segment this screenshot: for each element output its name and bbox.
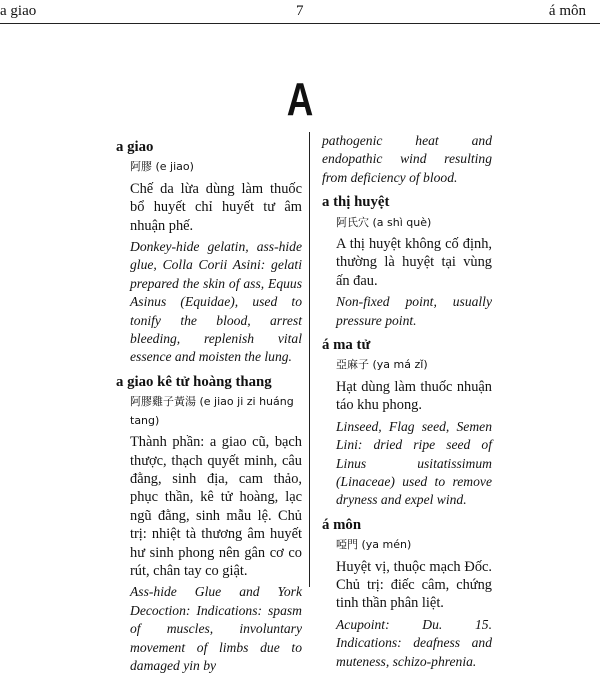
vietnamese-definition: Huyệt vị, thuộc mạch Đốc. Chủ trị: điếc câm, chứng tinh thần phân liệt.	[336, 558, 492, 612]
english-definition: Acupoint: Du. 15. Indications: deafness and muteness, schizo-phrenia.	[336, 616, 492, 669]
headword: a giao	[116, 139, 154, 155]
english-definition: Donkey-hide gelatin, ass-hide glue, Colla Corii Asini: gelati prepared the skin of ass, Equus Asinus (Equidae), used to tonify the blood, arrest bleeding, replenish vital essence and moisten the lung.	[130, 239, 302, 365]
chinese-term: 阿膠 (e jiao)	[130, 160, 194, 174]
dictionary-entry	[116, 138, 302, 367]
headword: á môn	[322, 516, 362, 533]
chinese-term: 阿氏穴 (a shì què)	[336, 215, 432, 229]
english-definition: Linseed, Flag seed, Semen Lini: dried ripe seed of Linus usitatissimum (Linaceae) used to remove dryness and expel wind.	[336, 418, 492, 508]
english-definition: Non-fixed point, usually pressure point.	[336, 294, 492, 328]
vietnamese-definition: A thị huyệt không cố định, thường là huyệt tại vùng ấn đau.	[336, 236, 492, 289]
right-column	[322, 132, 492, 674]
section-letter: A	[286, 73, 314, 125]
header-left-guide-word: a giao	[0, 3, 37, 19]
left-column	[116, 138, 302, 678]
english-definition-continued: pathogenic heat and endopathic wind resulting from deficiency of blood.	[322, 133, 492, 185]
header-rule	[0, 23, 600, 24]
vietnamese-definition: Hạt dùng làm thuốc nhuận táo khu phong.	[336, 378, 492, 414]
english-definition: Ass-hide Glue and York Decoction: Indications: spasm of muscles, involuntary movement of limbs due to damaged yin by	[130, 584, 302, 673]
dictionary-entry	[322, 516, 492, 671]
chinese-term: 啞門 (ya mén)	[336, 538, 412, 552]
headword: á ma tử	[322, 337, 371, 354]
chinese-term: 亞麻子 (ya má zǐ)	[336, 358, 428, 372]
dictionary-entry	[116, 373, 302, 676]
column-divider	[309, 132, 310, 587]
dictionary-entry	[322, 336, 492, 510]
vietnamese-definition: Chế da lừa dùng làm thuốc bổ huyết chỉ huyết tư âm nhuận phế.	[130, 180, 302, 234]
headword: a thị huyệt	[322, 194, 390, 211]
dictionary-entry	[322, 193, 492, 330]
running-header	[0, 3, 600, 23]
vietnamese-definition: Thành phần: a giao cũ, bạch thược, thạch quyết minh, câu đằng, sinh địa, cam thảo, phục thần, kê tử hoàng, lạc ngũ đằng, sinh mẫu lệ. Chủ trị: nhiệt tà thương âm huyết hư sinh phong nên gân cơ co rút, chân tay co giật.	[130, 434, 302, 579]
chinese-term: 阿膠雞子黃湯 (e jiao ji zi huáng tang)	[130, 395, 294, 427]
page-number: 7	[296, 3, 304, 19]
header-right-guide-word: á môn	[548, 3, 586, 19]
headword: a giao kê tử hoàng thang	[116, 373, 272, 390]
